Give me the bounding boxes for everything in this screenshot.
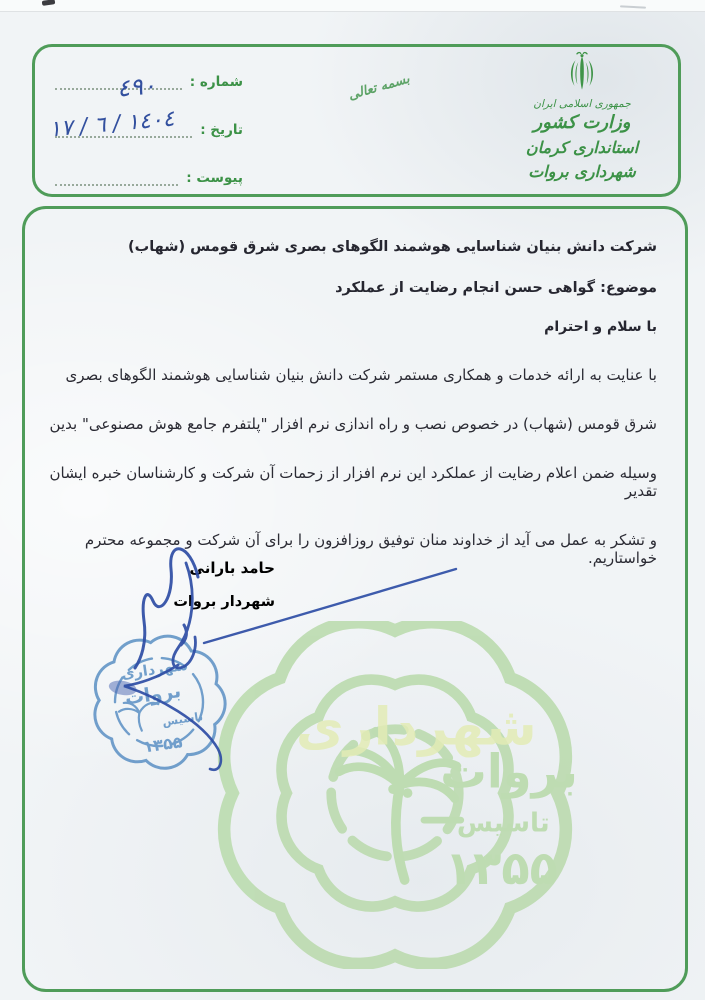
salutation-line: با سلام و احترام xyxy=(544,319,657,335)
paragraph-line: با عنایت به ارائه خدمات و همکاری مستمر شرکت دانش بنیان شناسایی هوشمند الگوهای بصری xyxy=(65,366,657,384)
handwritten-number-value: ٤٩٠ xyxy=(115,71,157,103)
stamp-line-1: شهرداری xyxy=(120,657,189,683)
paragraph-line: شرق قومس (شهاب) در خصوص نصب و راه اندازی نرم افزار "پلتفرم جامع هوش مصنوعی" بدین xyxy=(49,415,657,433)
field-date-label: تاریخ : xyxy=(200,122,243,138)
besmeleh-calligraphy: بسمه تعالی xyxy=(346,71,412,104)
watermark-city-name: بروات xyxy=(440,744,578,799)
org-line-ministry: وزارت کشور xyxy=(533,112,631,133)
org-line-governorate: استانداری کرمان xyxy=(525,138,639,157)
signatory-title: شهردار بروات xyxy=(173,594,275,610)
scan-edge-strip xyxy=(0,0,705,12)
watermark-established-label: تاسیس xyxy=(456,808,550,839)
subject-line: موضوع: گواهی حسن انجام رضایت از عملکرد xyxy=(335,280,657,296)
handwritten-date-value: ١٤٠٤ / ٦ / ١٧ xyxy=(48,106,176,143)
field-attachment-label: پیوست : xyxy=(186,170,243,186)
org-identity-block xyxy=(506,51,658,184)
handwritten-signature xyxy=(100,535,480,783)
iran-emblem-icon xyxy=(560,51,604,97)
field-attachment-leader xyxy=(55,169,178,186)
header-fields xyxy=(48,65,243,186)
stamp-line-4: ۱۳۵۵ xyxy=(142,732,184,757)
watermark-established-year: ۱۳۵۵ xyxy=(444,840,558,895)
letterhead-box xyxy=(32,44,681,197)
signatory-name: حامد بارانی xyxy=(189,559,275,577)
watermark-faint-word: شهرداری xyxy=(295,697,537,758)
org-line-municipality: شهرداری بروات xyxy=(528,162,636,181)
stamp-line-3: تاسیس xyxy=(161,709,204,729)
paragraph-line: وسیله ضمن اعلام رضایت از عملکرد این نرم افزار از زحمات آن شرکت و کارشناسان خبره ایشان تقدیر xyxy=(49,464,657,500)
field-number-label: شماره : xyxy=(189,74,243,90)
org-line-republic: جمهوری اسلامی ایران xyxy=(533,98,631,110)
recipient-line: شرکت دانش بنیان شناسایی هوشمند الگوهای بصری شرق قومس (شهاب) xyxy=(128,239,657,255)
paragraph-line: و تشکر به عمل می آید از خداوند منان توفیق روزافزون را برای آن شرکت و مجموعه محترم خواستاریم. xyxy=(84,531,657,567)
letter-content xyxy=(47,239,657,567)
field-attachment-row xyxy=(55,169,243,186)
stamp-line-2: بروات xyxy=(123,679,183,710)
